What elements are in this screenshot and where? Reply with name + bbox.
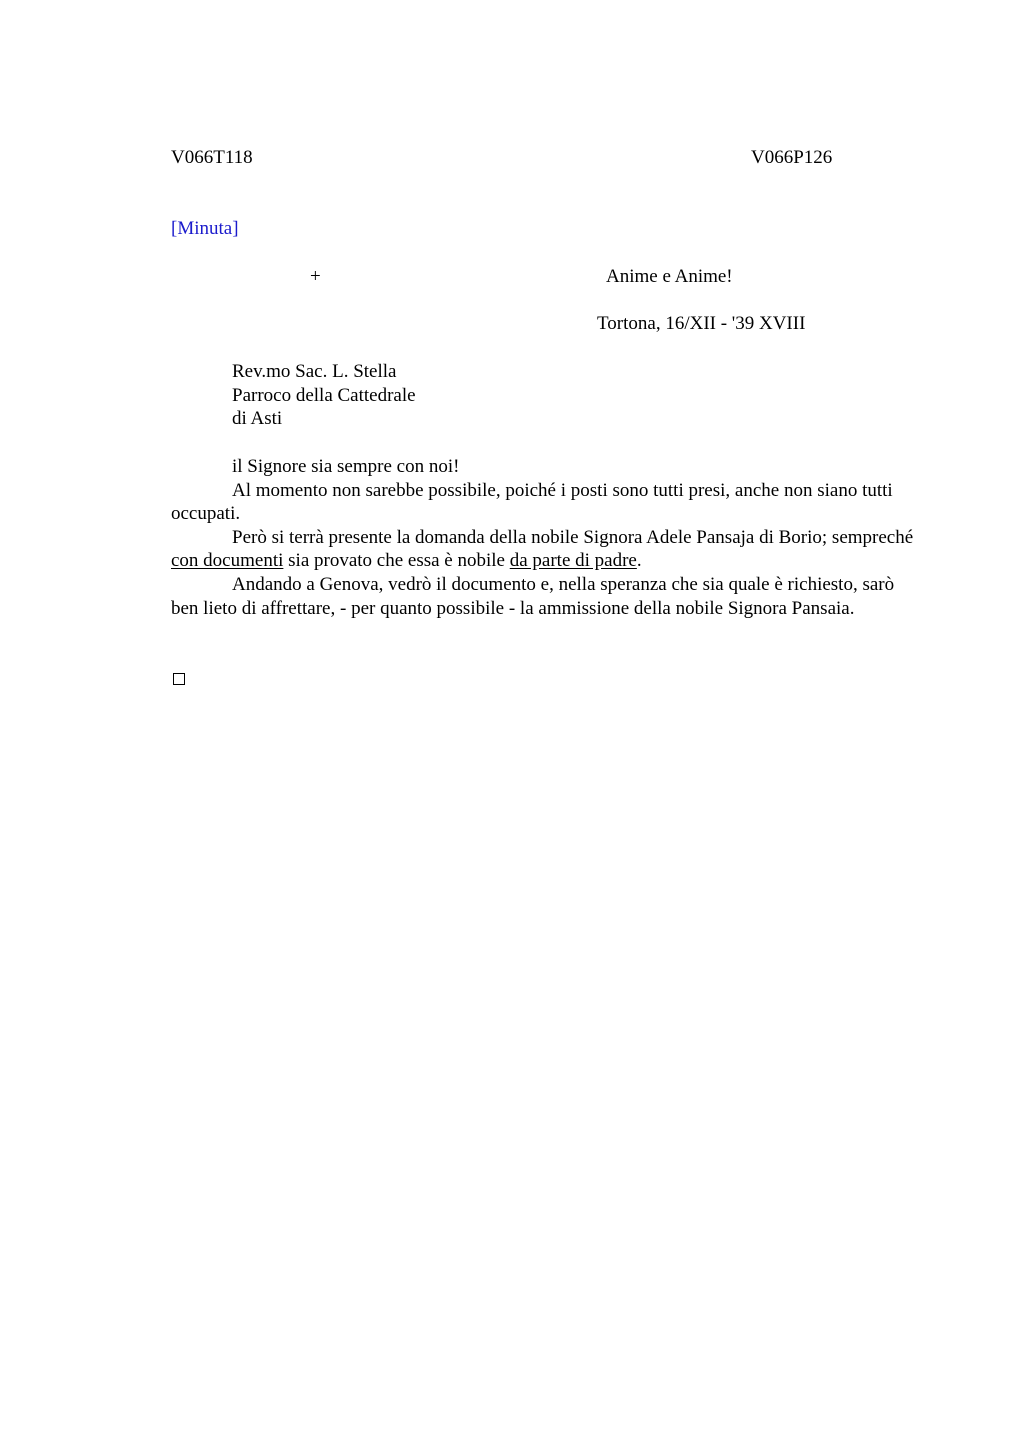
greeting: il Signore sia sempre con noi! [232, 456, 460, 477]
underlined-da-parte-di-padre: da parte di padre [509, 550, 637, 572]
paragraph-2-text-b: sia provato che essa è nobile [283, 550, 510, 572]
end-square-icon [173, 673, 185, 685]
recipient-address [232, 360, 416, 431]
paragraph-2-text-a: Però si terrà presente la domanda della nobile Signora Adele Pansaja di Borio; sempreché [232, 526, 914, 548]
letter-body [171, 455, 916, 620]
document-code-right: V066P126 [751, 147, 833, 168]
paragraph-1: Al momento non sarebbe possibile, poiché i posti sono tutti presi, anche non siano tutti occupati. [171, 479, 893, 525]
underlined-con-documenti: con documenti [171, 550, 284, 572]
address-line-2: Parroco della Cattedrale [232, 384, 416, 406]
document-code-left: V066T118 [171, 147, 253, 168]
paragraph-3: Andando a Genova, vedrò il documento e, nella speranza che sia quale è richiesto, sarò ben lieto di affrettare, - per quanto possibile - la ammissione della nobile Signora Pansaia. [171, 573, 895, 619]
address-line-1: Rev.mo Sac. L. Stella [232, 361, 397, 382]
paragraph-2 [171, 526, 916, 573]
address-line-3: di Asti [232, 408, 283, 429]
place-date: Tortona, 16/XII - '39 XVIII [597, 313, 806, 334]
cross-symbol: + [310, 266, 321, 287]
draft-label: [Minuta] [171, 218, 239, 239]
motto: Anime e Anime! [606, 266, 733, 287]
paragraph-2-text-c: . [636, 550, 642, 572]
